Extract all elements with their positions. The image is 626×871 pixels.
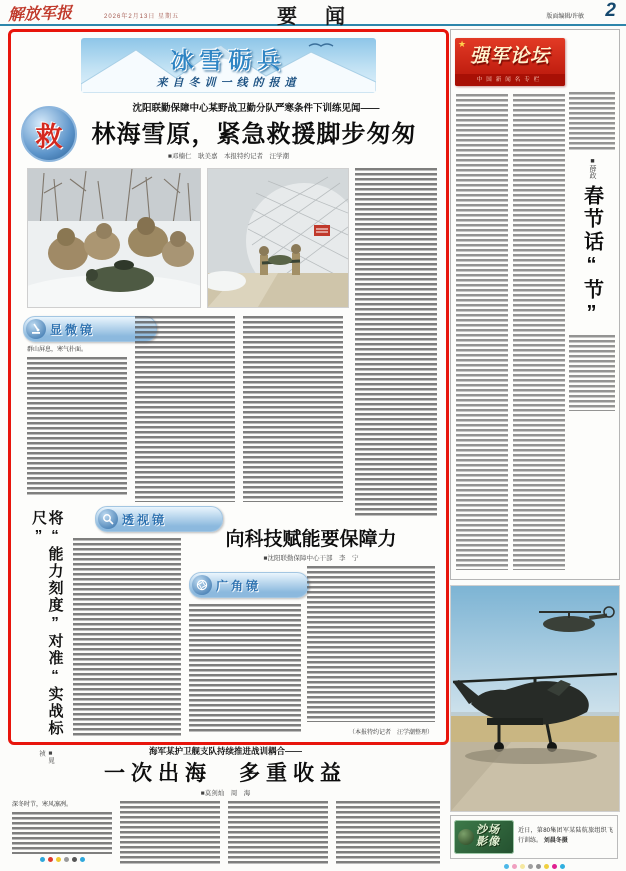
vertical-subheadline-block <box>23 510 69 768</box>
main-kicker: 沈阳联勤保障中心某野战卫勤分队严寒条件下训练见闻—— <box>132 103 380 114</box>
page-number: 2 <box>605 0 616 21</box>
navy-kicker: 海军某护卫舰支队持续推进战训耦合—— <box>148 746 302 756</box>
main-byline: ■邓楠仁 耿美嘉 本报特约记者 汪学潮 <box>168 153 289 160</box>
photo-stretcher-shelter <box>207 168 349 308</box>
page-editor: 版面编辑/许敏 <box>546 14 584 20</box>
forum-banner-subtitle: 中国新闻名专栏 <box>455 74 565 86</box>
color-dot <box>64 857 69 862</box>
photo-credit: 刘晨冬摄 <box>543 838 568 844</box>
photo-caption <box>514 827 617 846</box>
issue-date: 2026年2月13日 星期五 <box>104 14 180 20</box>
photo-caption-box <box>450 815 618 859</box>
aperture-icon <box>192 575 212 595</box>
navy-column-3 <box>228 801 328 865</box>
snow-rescue-photo-art <box>28 169 200 307</box>
battlefield-image-badge <box>454 820 514 854</box>
main-story-column-3 <box>243 316 343 502</box>
page-header <box>0 0 626 26</box>
navy-lead-sentence: 深冬时节，寒风凛冽。 <box>12 802 73 808</box>
helicopter-photo <box>450 585 620 812</box>
main-story-column-4 <box>355 168 437 518</box>
registration-dots-left <box>12 857 112 862</box>
body-text-block <box>12 812 112 854</box>
forum-author: ■薛政 <box>589 158 596 179</box>
forum-banner-title: 强军论坛 <box>469 46 550 67</box>
navy-headline: 一次出海 多重收益 <box>104 762 347 785</box>
color-dot <box>520 864 525 869</box>
color-dot <box>40 857 45 862</box>
magnifier-icon <box>98 509 118 529</box>
navy-column-4 <box>336 801 440 865</box>
masthead-logo: 解放军报 <box>7 2 73 25</box>
star-icon: ★ <box>458 39 467 49</box>
forum-banner <box>455 38 565 86</box>
section-label-text: 广角镜 <box>216 578 262 593</box>
body-text-block <box>569 92 615 150</box>
forum-title-strip <box>569 92 615 572</box>
navy-byline: ■莫剑灿 周 海 <box>200 790 251 797</box>
camo-sphere-icon <box>458 829 474 845</box>
subarticle-column-c <box>307 566 435 736</box>
microscope-icon <box>26 319 46 339</box>
main-story-column-2 <box>135 316 235 502</box>
subarticle-headline: 向科技赋能要保障力 <box>225 529 397 550</box>
banner-subtitle: 来自冬训一线的报道 <box>156 77 301 89</box>
rescue-badge-character: 救 <box>35 121 63 153</box>
forum-column-box <box>450 29 620 580</box>
registration-dots-right <box>450 864 618 869</box>
caption-text: 近日，第80集团军某陆航旅组织飞行训练。 <box>518 828 613 844</box>
vertical-subheadline-byline: ■晁祯 <box>38 750 54 764</box>
forum-text-column-2 <box>513 94 565 570</box>
subarticle-byline: ■沈阳联勤保障中心干部 李 宁 <box>263 555 359 562</box>
color-dot <box>552 864 557 869</box>
color-dot <box>560 864 565 869</box>
color-dot <box>48 857 53 862</box>
vertical-subheadline: 将“能力刻度”对准“实战标尺” <box>30 510 64 737</box>
color-dot <box>528 864 533 869</box>
body-text-block <box>27 357 127 497</box>
forum-title-vertical: 春节话“节” <box>580 185 603 327</box>
body-text-block <box>307 566 435 722</box>
badge-line2: 影像 <box>476 836 500 848</box>
banner-title: 冰雪砺兵 <box>170 47 287 73</box>
badge-line1: 沙场 <box>476 824 500 837</box>
helicopter-photo-art <box>451 586 619 811</box>
color-dot <box>544 864 549 869</box>
color-dot <box>80 857 85 862</box>
section-label-text: 透视镜 <box>122 512 168 527</box>
subarticle-column-a <box>73 538 181 736</box>
main-lead-sentence: 群山屏息，寒气扑面。 <box>27 347 88 353</box>
color-dot <box>536 864 541 869</box>
main-story-column-1 <box>27 346 127 502</box>
photo-feature <box>450 585 618 869</box>
color-dot <box>504 864 509 869</box>
section-label-wideangle <box>189 572 309 598</box>
shelter-photo-art <box>208 169 348 307</box>
navy-column-2 <box>120 801 220 865</box>
section-title: 要 闻 <box>277 6 349 28</box>
main-headline: 林海雪原，紧急救援脚步匆匆 <box>91 121 417 148</box>
section-label-text: 显微镜 <box>50 322 96 337</box>
forum-text-column-1 <box>456 94 508 570</box>
winter-training-banner <box>81 38 376 93</box>
photo-casualty-treatment <box>27 168 201 308</box>
color-dot <box>56 857 61 862</box>
color-dot <box>72 857 77 862</box>
subarticle-column-b <box>189 604 301 734</box>
body-text-block <box>569 335 615 411</box>
body-text-block <box>355 168 437 518</box>
navy-article <box>8 743 443 869</box>
subarticle-closer: （本报特约记者 汪学潮整理） <box>348 730 433 736</box>
navy-column-1 <box>12 801 112 865</box>
color-dot <box>512 864 517 869</box>
